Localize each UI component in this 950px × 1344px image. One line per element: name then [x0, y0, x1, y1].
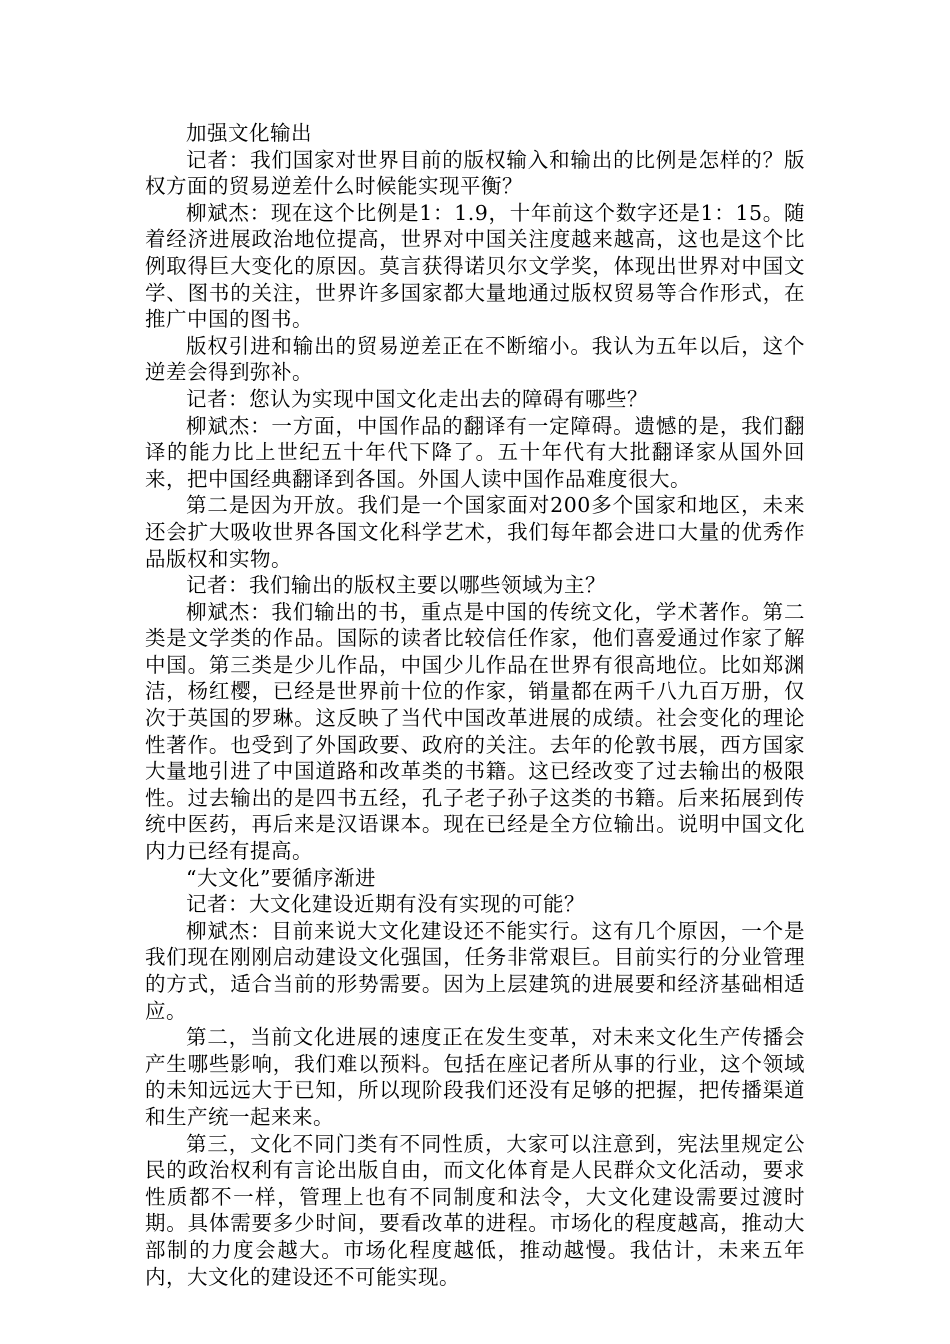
paragraph: 柳斌杰：现在这个比例是1：1.9，十年前这个数字还是1：15。随着经济进展政治地位提高，世界对中国关注度越来越高，这也是这个比例取得巨大变化的原因。莫言获得诺贝尔文学奖，体现出世界对中国文学、图书的关注，世界许多国家都大量地通过版权贸易等合作形式，在推广中国的图书。 [145, 200, 805, 332]
paragraph: 柳斌杰：目前来说大文化建设还不能实行。这有几个原因，一个是我们现在刚刚启动建设文化强国，任务非常艰巨。目前实行的分业管理的方式，适合当前的形势需要。因为上层建筑的进展要和经济基础相适应。 [145, 918, 805, 1023]
section-heading-big-culture: “大文化”要循序渐进 [186, 865, 376, 890]
paragraph: 记者：大文化建设近期有没有实现的可能？ [186, 892, 585, 917]
paragraph: 柳斌杰：我们输出的书，重点是中国的传统文化，学术著作。第二类是文学类的作品。国际的读者比较信任作家，他们喜爱通过作家了解中国。第三类是少儿作品，中国少儿作品在世界有很高地位。比如郑渊洁，杨红樱，已经是世界前十位的作家，销量都在两千八九百万册，仅次于英国的罗琳。这反映了当代中国改革进展的成绩。社会变化的理论性著作。也受到了外国政要、政府的关注。去年的伦敦书展，西方国家大量地引进了中国道路和改革类的书籍。这已经改变了过去输出的极限性。过去输出的是四书五经，孔子老子孙子这类的书籍。后来拓展到传统中医药，再后来是汉语课本。现在已经是全方位输出。说明中国文化内力已经有提高。 [145, 599, 805, 864]
paragraph: 记者：我们输出的版权主要以哪些领域为主？ [186, 573, 606, 598]
section-heading-cultural-export: 加强文化输出 [186, 121, 312, 145]
paragraph: 第二，当前文化进展的速度正在发生变革，对未来文化生产传播会产生哪些影响，我们难以预料。包括在座记者所从事的行业，这个领域的未知远远大于已知，所以现阶段我们还没有足够的把握，把传播渠道和生产统一起来来。 [145, 1025, 805, 1129]
paragraph: 第三，文化不同门类有不同性质，大家可以注意到，宪法里规定公民的政治权利有言论出版自由，而文化体育是人民群众文化活动，要求性质都不一样，管理上也有不同制度和法令，大文化建设需要过渡时期。具体需要多少时间，要看改革的进程。市场化的程度越高，推动大部制的力度会越大。市场化程度越低，推动越慢。我估计，未来五年内，大文化的建设还不可能实现。 [145, 1131, 805, 1289]
paragraph: 记者：您认为实现中国文化走出去的障碍有哪些？ [186, 386, 648, 411]
paragraph: 第二是因为开放。我们是一个国家面对200多个国家和地区，未来还会扩大吸收世界各国文化科学艺术，我们每年都会进口大量的优秀作品版权和实物。 [145, 493, 805, 571]
paragraph: 版权引进和输出的贸易逆差正在不断缩小。我认为五年以后，这个逆差会得到弥补。 [145, 333, 805, 385]
paragraph: 柳斌杰：一方面，中国作品的翻译有一定障碍。遗憾的是，我们翻译的能力比上世纪五十年代下降了。五十年代有大批翻译家从国外回来，把中国经典翻译到各国。外国人读中国作品难度很大。 [145, 413, 805, 491]
document-body [145, 120, 805, 1290]
paragraph: 记者：我们国家对世界目前的版权输入和输出的比例是怎样的？版权方面的贸易逆差什么时候能实现平衡？ [145, 147, 805, 199]
